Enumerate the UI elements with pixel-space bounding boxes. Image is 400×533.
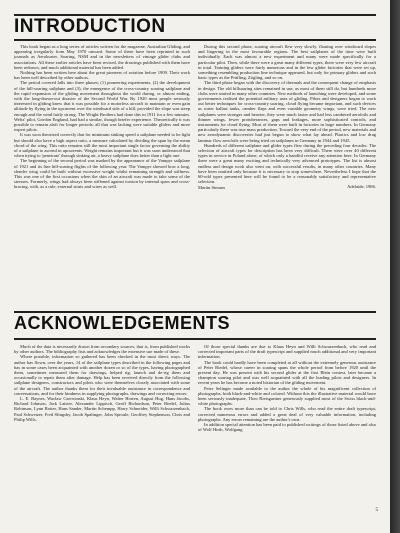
ack-right-column (198, 344, 376, 432)
ack-left-paragraph: Much of the data is necessarily drawn from secondary sources, that is, from published works by other authors. The bibliography lists and acknowledges the extensive use made of these. (14, 344, 190, 355)
book-edge-shadow (390, 0, 400, 533)
ack-right-paragraph: In addition special attention has been paid to published writings of those listed above and also of Wolf Hirth, Wolfgang (198, 422, 376, 433)
intro-author: Martin Simons (198, 184, 226, 190)
ack-underline-rule (14, 338, 376, 340)
intro-right-column (198, 44, 376, 190)
ack-right-paragraph: Peter Selinger made available to the author the whole of his magnificent collection of photographs, both black-and-white and colored. Without this the illustrative material would have been seriously inadequate. Theo Rietsgartner generously supplied most of the Swiss black-and-white photographs. (198, 385, 376, 407)
ack-left-paragraph: Where possible, information so gathered has been checked in the most direct ways. The author has flown, over the years, 14 of the sailplane types described in the following pages and has in some cases been acquainted with another dozen or so of the types, having photographed them, sometimes measured them for drawings, helped rig, launch and de-rig them and occasionally to repair them after damage. Help has been received directly from the following sailplane designers, constructors and pilots who were themselves closely associated with some of the aircraft. The author thanks them for their invaluable assistance in correspondence and conversations, and for their kindness in supplying photographs, drawings and correcting errors: (14, 354, 190, 396)
intro-left-paragraph: It was soon theorized correctly that for minimum sinking speed a sailplane needed to be light but should also have a high aspect ratio, a measure calculated by dividing the span by the mean chord of the wing. This ratio remains still the most important single factor governing the ability of a sailplane to ascend in upcurrents. Weight remains important but it was soon understood that when trying to 'penetrate' through sinking air, a heavy sailplane does better than a light one. (14, 132, 190, 159)
introduction-heading: INTRODUCTION (14, 16, 166, 37)
intro-left-paragraph: Nothing has been written here about the great pioneers of aviation before 1909. Their work has been well described by other authors. (14, 70, 190, 81)
intro-left-paragraph: This book began as a long series of articles written for the magazine, Australian Gliding, and appearing irregularly from May 1970 onward. Some of these have been reprinted in such journals as Aerokurier, Soaring, NSM and in the newsletters of vintage glider clubs and associations. All these earlier articles have been revised, the drawings published with them have been redrawn, and much additional material has been added. (14, 44, 190, 70)
acknowledgements-heading: ACKNOWLEDGEMENTS (14, 313, 230, 333)
ack-left-paragraph: L. E. Baynes, Waclaw Czerwinski, Klaus Heyn, Walter Horten, August Hug, Hans Jacobs, Richard Johnson, Jack Laister, Alexander Lippisch, Geoff Richardson, Peter Riedel, Julius Robinson, Lynn Rotter, Hans Sander, Martin Schempp, Harry Schneider, Willi Schwarzenbach, Paul Schweizer, Fred Slingsby, Jacob Spalinger, John Sproule, Geoffrey Stephenson, Chris and Philip Wills. (14, 396, 190, 422)
intro-underline-rule (14, 39, 376, 41)
ack-right-paragraph: Of those special thanks are due to Klaus Heyn and Willi Schwarzenbach, who read and corrected important parts of the draft typescript and supplied much additional and very important information. (198, 344, 376, 360)
ack-left-column (14, 344, 190, 422)
intro-left-column (14, 44, 190, 190)
intro-left-paragraph: The beginning of the second period was marked by the appearance of the Vampyr sailplane of 1921 and its fine hill-soaring flights of the following year. The Vampyr showed how a long, slender wing could be built without excessive weight whilst remaining strength and stiffness. This was one of the first occasions when the skin of an aircraft was made to take some of the stresses. Formerly, wings had always been stiffened against torsion by internal spars and cross-bracing, with, as a rule, external struts and wires as well. (14, 158, 190, 190)
intro-right-paragraph: During this second phase, soaring aircraft flew very slowly, floating over windward slopes and lingering in the most favourable regions. The best sailplanes of the time were built individually. Each was almost a new experiment and many were made specifically for a particular pilot. Then, while there were a great many different types, there were very few aircraft in total. Training gliders were fairly numerous and in the few glider factories that were set up, something resembling production line technique appeared, but only for primary gliders and such basic types as the Prüfling, Zögling, and so on. (198, 44, 376, 81)
ack-right-paragraph: The book could hardly have been completed at all without the extremely generous assistance of Peter Riedel, whose career in soaring spans the whole period from before 1920 until the present day. He was present with his second glider at the first Rhön contest, later became a champion soaring pilot and was well acquainted with all the leading pilots and designers. In recent years he has become a noted historian of the gliding movement. (198, 359, 376, 386)
intro-right-paragraph: Hundreds of different sailplane and glider types flew during the preceding four decades. The selection of aircraft types for description has been very difficult. There were over 40 different types in service in Poland alone, of which only a handful receive any attention here. In Germany there were a great many exciting and technically very advanced prototypes. The list is almost endless and design work also went on, with successful results, in many other countries. Many have been omitted only because it is necessary to stop somewhere. Nevertheless I hope that the 60-odd types presented here will be found to be a reasonably satisfactory and representative selection. (198, 142, 376, 185)
ack-right-paragraph: The book owes more than can be told to Chris Wills, who read the entire draft typescript, corrected numerous errors and added a great deal of very valuable information, including photographs. Any errors remaining are the author's own. (198, 406, 376, 422)
intro-left-paragraph: The period covered falls into three phases; (1) pioneering experiments, (2) the development of the hill-soaring sailplane and (3), the emergence of the cross-country soaring sailplane and the rapid expansion of the gliding movement throughout the world during, or almost ending, with the long-drawn-out disaster of the Second World War. By 1920 most people seriously interested in gliding knew that it was possible for a motorless aircraft to maintain or even gain altitude by flying in the upcurrent over the windward side of a hill, provided the slope was steep enough and the wind fairly strong. The Wright Brothers had done this in 1911 for a few minutes. Weltz' pilot, Gordon England, had had a similar, though briefer experience. Theoretically it was possible to remain aloft for longer periods; all that was lacking were suitable gliders and more expert pilots. (14, 80, 190, 133)
intro-right-paragraph: The third phase began with the discovery of thermals and the consequent change of emphasis in design. The old hillsoaring sites remained in use, as most of them still do, but hundreds more clubs were started in many other countries. New methods of launching were developed, and some governments realised the potential military uses of gliding. Pilots and designers began to work out better techniques for cross-country soaring, cloud flying became important, and such devices as water ballast tanks, camber flaps and even variable geometry wings, were tried. The new sailplanes were stronger and heavier, they were much faster and had less cambered aerofoils and thinner wings, fewer protuberances, gaps and leakages, more sophisticated controls, and instruments for cloud flying. Most of them were built in factories in large numbers. In Germany particularly there was true mass production. Toward the very end of the period, new materials and new aerodynamic discoveries had just begun to show what lay ahead. Plastics and low drag laminar flow aerofoils were being tried on sailplanes in Germany in 1944 and 1945. (198, 80, 377, 143)
page-number: 5 (375, 508, 378, 513)
intro-place-date: Adelaide, 1986. (347, 184, 376, 190)
